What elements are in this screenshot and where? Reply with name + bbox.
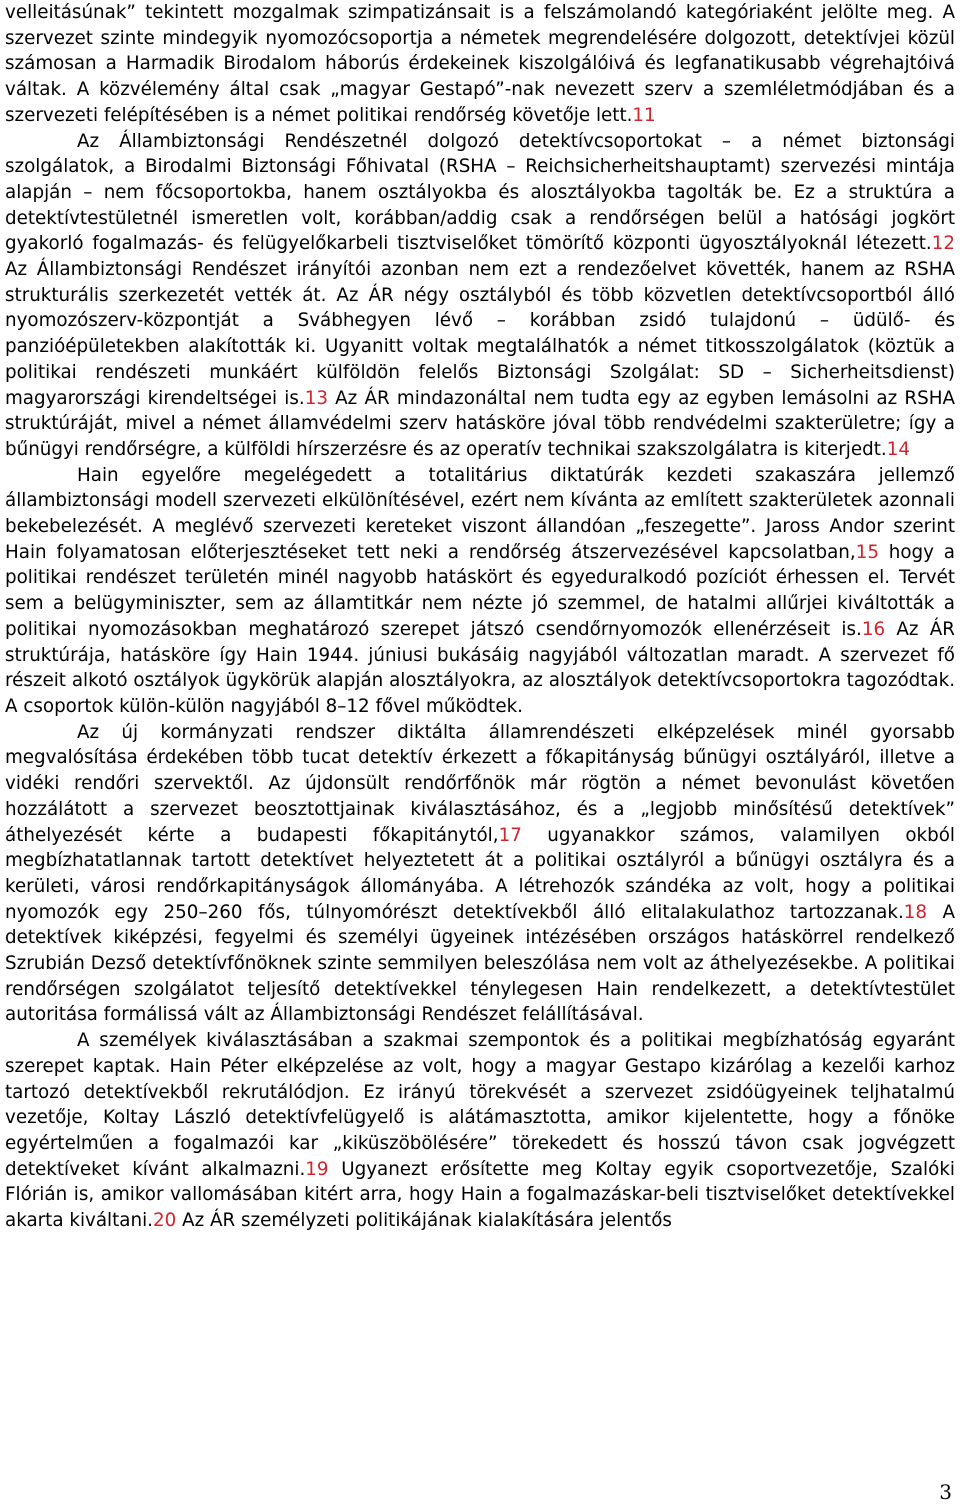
footnote-reference: 12: [931, 233, 955, 255]
paragraph-text: ugyanakkor számos, valamilyen okból megbízhatatlannak tartott detektívet helyeztetett át a politikai osztályról a bűnügyi osztályra és a kerületi, városi rendőrkapitányságok állományába. A létrehozók szándéka az volt, hogy a politikai nyomozók egy 250–260 fős, túlnyomórészt detektívekből álló elitalakulathoz tartozzanak.: [5, 824, 955, 923]
footnote-reference: 15: [855, 541, 879, 563]
paragraph: [5, 463, 955, 720]
paragraph-text: A személyek kiválasztásában a szakmai szempontok és a politikai megbízhatóság egyaránt szerepet kaptak. Hain Péter elképzelése az volt, hogy a magyar Gestapo kizárólag a kezelői karhoz tartozó detektívekből rekrutálódjon. Ez irányú törekvését a szervezet zsidóügyeinek teljhatalmú vezetője, Koltay László detektívfelügyelő is alátámasztotta, amikor kijelentette, hogy a főnöke egyértelműen a fogalmazói kar „kiküszöbölésére” törekedett és hosszú távon csak jogvégzett detektíveket kívánt alkalmazni.: [5, 1030, 955, 1180]
paragraph-text: Hain egyelőre megelégedett a totalitárius diktatúrák kezdeti szakaszára jellemző állambiztonsági modell szervezeti elkülönítésével, ezért nem kívánta az említett szakterületek azonnali bekebelezését. A meglévő szervezeti kereteket viszont állandóan „feszegette”. Jaross Andor szerint Hain folyamatosan előterjesztéseket tett neki a rendőrség átszervezésével kapcsolatban,: [5, 464, 955, 563]
footnote-reference: 18: [903, 901, 928, 923]
paragraph: [5, 1028, 955, 1234]
document-body: [5, 0, 955, 1234]
paragraph-text: Az Állambiztonsági Rendészet irányítói azonban nem ezt a rendezőelvet követték, hanem az RSHA strukturális szerkezetét vették át. Az ÁR négy osztályból és több közvetlen detektívcsoportból álló nyomozószerv-központját a Svábhegyen lévő – korábban zsidó tulajdonú – üdülő- és panzióépületekben alakították ki. Ugyanitt voltak megtalálhatók a német titkosszolgálatok (köztük a politikai rendészeti munkáért külföldön felelős Biztonsági Szolgálat: SD – Sicherheitsdienst) magyarországi kirendeltségei is.: [5, 259, 955, 409]
paragraph-text: A detektívek kiképzési, fegyelmi és személyi ügyeinek intézésében országos hatáskörrel rendelkező Szrubián Dezső detektívfőnöknek szinte semmilyen beleszólása nem volt az áthelyezésekbe. A politikai rendőrségen szolgálatot teljesítő detektívekkel ténylegesen Hain rendelkezett, a detektívtestület autoritása formálissá vált az Állambiztonsági Rendészet felállításával.: [5, 901, 956, 1026]
footnote-reference: 17: [498, 824, 522, 846]
paragraph-text: Az új kormányzati rendszer diktálta államrendészeti elképzelések minél gyorsabb megvalósítása érdekében több tucat detektív érkezett a főkapitányság bűnügyi osztályáról, illetve a vidéki rendőri szervektől. Az újdonsült rendőrfőnök már rögtön a német bevonulást követően hozzálátott a szervezet beosztottjainak kiválasztásához, és a „legjobb minősítésű detektívek” áthelyezését kérte a budapesti főkapitánytól,: [5, 721, 955, 846]
paragraph: [5, 129, 955, 463]
footnote-reference: 16: [861, 618, 886, 640]
paragraph-text: Az ÁR mindazonáltal nem tudta egy az egyben lemásolni az RSHA struktúráját, mivel a német államvédelmi szerv hatásköre jóval több rendvédelmi szakterületre; így a bűnügyi rendőrségre, a külföldi hírszerzésre és az operatív technikai szakszolgálatra is kiterjedt.: [5, 387, 955, 460]
footnote-reference: 11: [632, 104, 656, 126]
footnote-reference: 19: [305, 1158, 329, 1180]
paragraph: [5, 0, 955, 129]
paragraph-text: Az ÁR személyzeti politikájának kialakítására jelentős: [176, 1210, 672, 1232]
paragraph-text: Az Állambiztonsági Rendészetnél dolgozó detektívcsoportokat – a német biztonsági szolgálatok, a Birodalmi Biztonsági Főhivatal (RSHA – Reichsicherheitshauptamt) szervezési mintája alapján – nem főcsoportokba, hanem osztályokba és alosztályokba tagolták be. Ez a struktúra a detektívtestületnél ismeretlen volt, korábban/addig csak a rendőrségen belül a hatósági jogkört gyakorló fogalmazás- és felügyelőkarbeli tisztviselőket tömörítő központi ügyosztályoknál létezett.: [5, 130, 955, 255]
footnote-reference: 20: [152, 1210, 177, 1232]
page-number: 3: [939, 1480, 952, 1504]
paragraph-text: hogy a politikai rendészet területén minél nagyobb hatáskört és egyeduralkodó pozíciót érhessen el. Tervét sem a belügyminiszter, sem az államtitkár nem nézte jó szemmel, de hatalmi allűrjei kiváltották a politikai nyomozásokban meghatározó szerepet játszó csendőrnyomozók ellenérzéseit is.: [5, 541, 955, 640]
paragraph-text: velleitásúnak” tekintett mozgalmak szimpatizánsait is a felszámolandó kategóriaként jelölte meg. A szervezet szinte mindegyik nyomozócsoportja a németek megrendelésére dolgozott, detektívjei közül számosan a Harmadik Birodalom háborús érdekeinek kiszolgálóivá és legfanatikusabb végrehajtóivá váltak. A közvélemény által csak „magyar Gestapó”-nak nevezett szerv a szemléletmódjában és a szervezeti felépítésében is a német politikai rendőrség követője lett.: [5, 2, 955, 126]
paragraph: [5, 720, 955, 1028]
paragraph-text: Az ÁR struktúrája, hatásköre így Hain 1944. júniusi bukásáig nagyjából változatlan maradt. A szervezet fő részeit alkotó osztályok ügykörük alapján alosztályokra, az alosztályok detektívcsoportokra tagozódtak. A csoportok külön-külön nagyjából 8–12 fővel működtek.: [5, 618, 955, 717]
footnote-reference: 13: [304, 387, 328, 409]
footnote-reference: 14: [886, 438, 910, 460]
paragraph-text: Ugyanezt erősítette meg Koltay egyik csoportvezetője, Szalóki Flórián is, amikor vallomásában kitért arra, hogy Hain a fogalmazáskar-beli tisztviselőket detektívekkel akarta kiváltani.: [5, 1158, 955, 1232]
